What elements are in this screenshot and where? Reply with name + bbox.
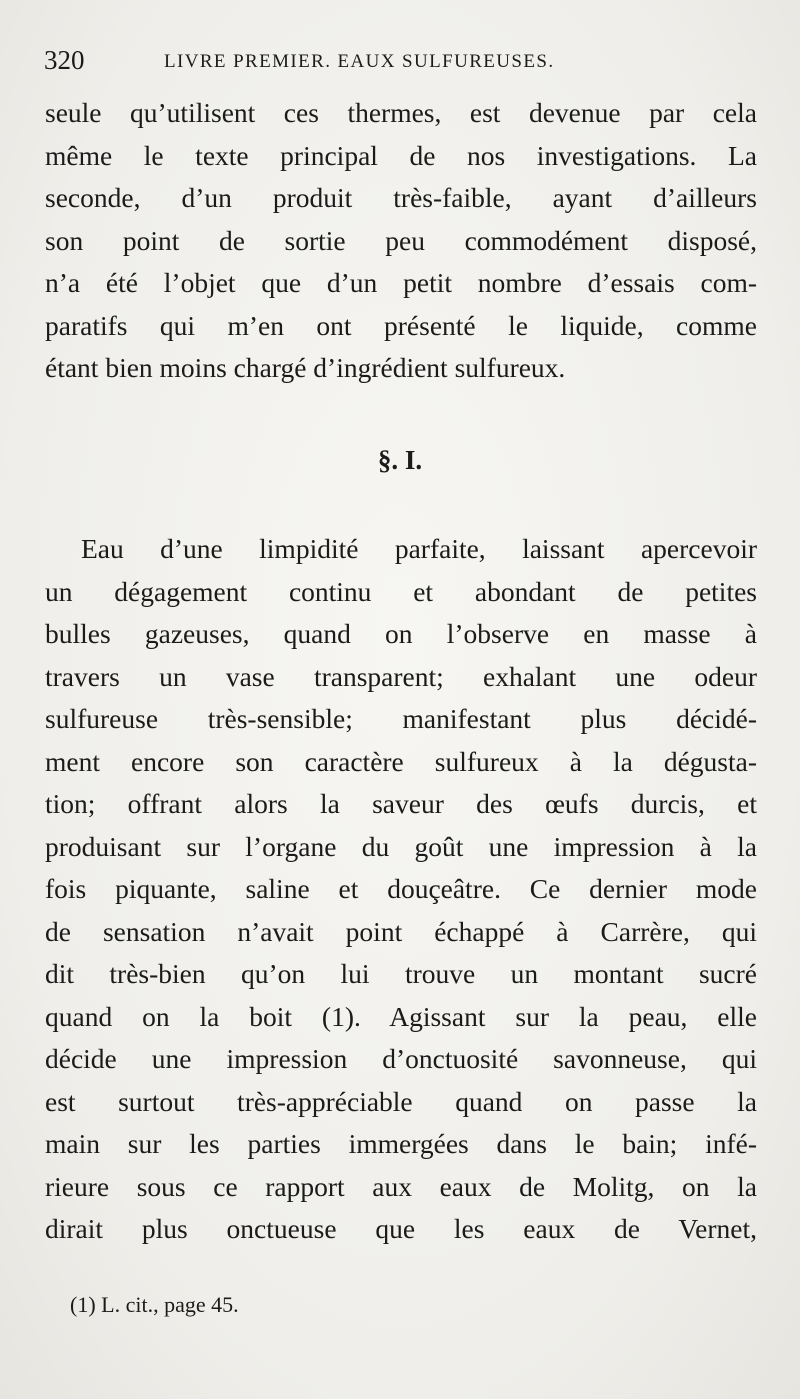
text-line: Eau d’une limpidité parfaite, laissant apercevoir [81,533,757,564]
text-line: quand on la boit (1). Agissant sur la peau, elle [45,1000,757,1032]
text-line: est surtout très-appréciable quand on passe la [45,1085,757,1117]
text-line: travers un vase transparent; exhalant une odeur [45,660,757,692]
text-line: étant bien moins chargé d’ingrédient sulfureux. [45,352,566,383]
running-head [44,44,744,80]
text-line: dit très-bien qu’on lui trouve un montant sucré [45,958,757,989]
text-line: n’a été l’objet que d’un petit nombre d’essais com- [45,267,757,298]
text-line: sulfureuse très-sensible; manifestant plus décidé- [45,703,757,734]
text-line: un dégagement continu et abondant de petites [45,575,757,607]
text-line: décide une impression d’onctuosité savonneuse, qui [45,1043,757,1074]
text-line: rieure sous ce rapport aux eaux de Molitg, on la [45,1170,757,1202]
page-number: 320 [44,45,85,75]
paragraph-section-1 [45,528,757,1251]
text-line: seconde, d’un produit très-faible, ayant d’ailleurs [45,182,757,213]
text-line: de sensation n’avait point échappé à Carrère, qui [45,915,757,947]
text-line: ment encore son caractère sulfureux à la dégusta- [45,745,757,777]
text-line: produisant sur l’organe du goût une impression à la [45,830,757,862]
text-line: fois piquante, saline et douçeâtre. Ce dernier mode [45,873,757,904]
paragraph-continued [45,92,757,390]
text-line: seule qu’utilisent ces thermes, est devenue par cela [45,97,757,128]
text-line: bulles gazeuses, quand on l’observe en masse à [45,618,757,649]
section-heading: §. I. [377,445,423,475]
text-line: paratifs qui m’en ont présenté le liquide, comme [45,309,757,341]
text-line: tion; offrant alors la saveur des œufs durcis, et [45,788,757,819]
text-line: son point de sortie peu commodément disposé, [45,224,757,256]
text-line: même le texte principal de nos investigations. La [45,139,757,171]
text-line: dirait plus onctueuse que les eaux de Vernet, [45,1213,757,1244]
footnote: (1) L. cit., page 45. [70,1292,239,1317]
running-head-title: LIVRE PREMIER. EAUX SULFUREUSES. [164,51,555,72]
text-line: main sur les parties immergées dans le bain; infé- [45,1128,757,1159]
